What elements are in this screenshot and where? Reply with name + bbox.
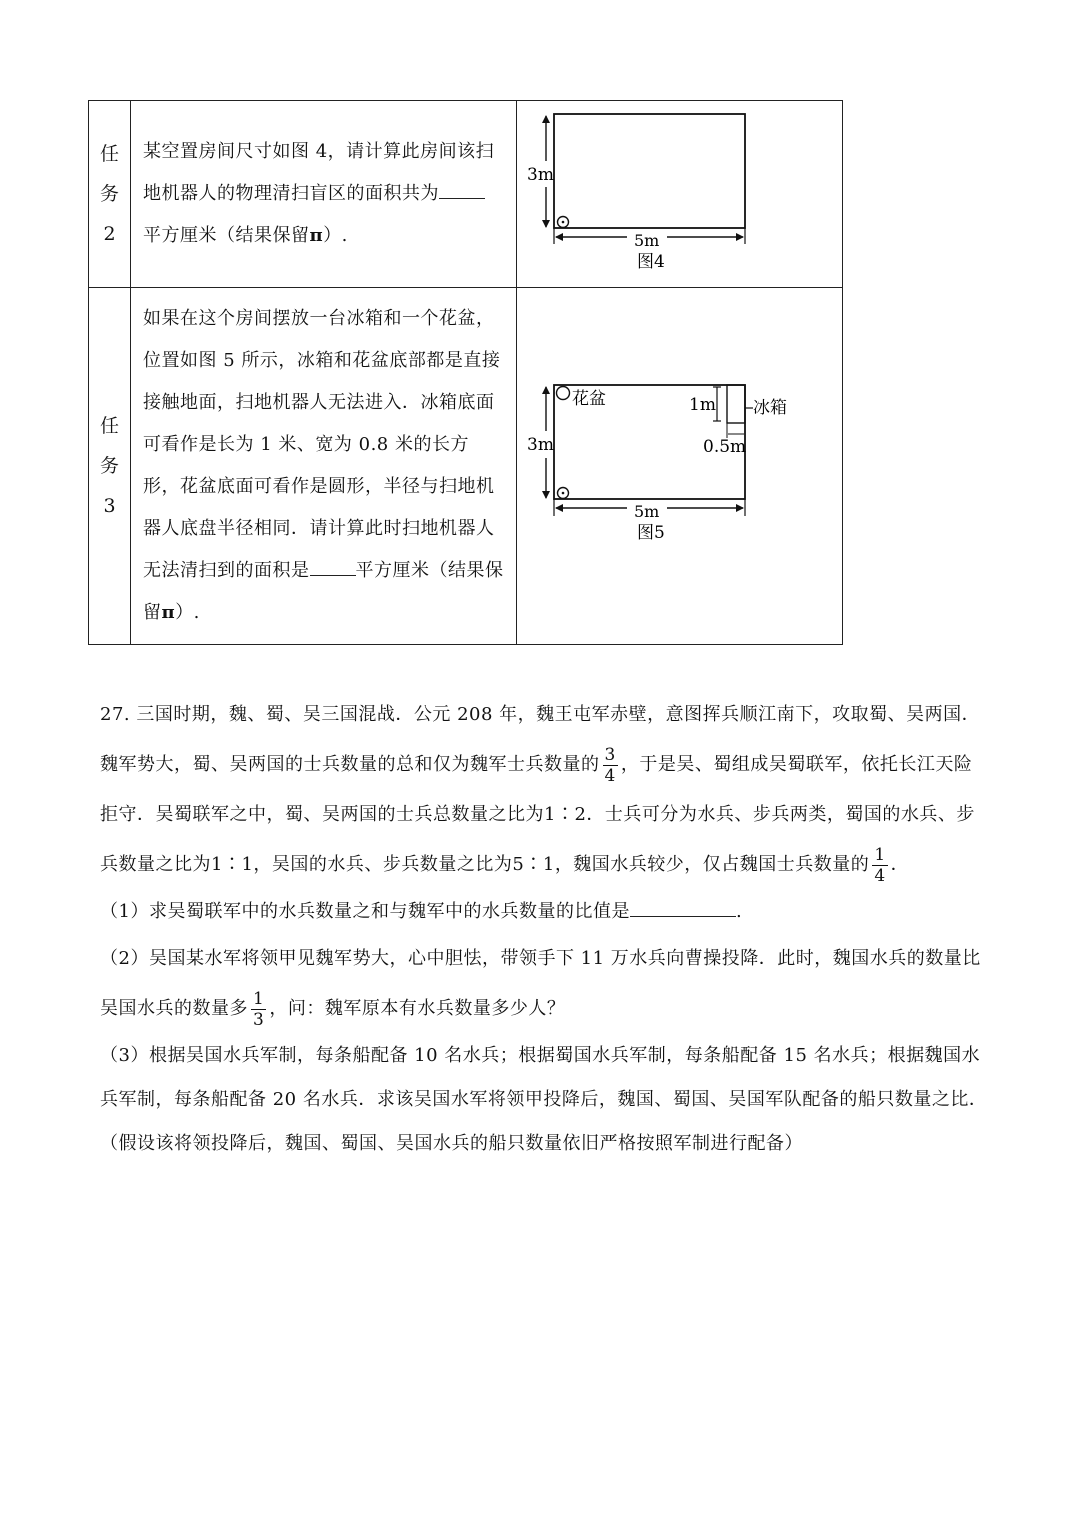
- fraction-denominator: 4: [874, 865, 886, 886]
- figure4-cell: [517, 101, 843, 288]
- task2-row: [89, 101, 843, 288]
- figure4-caption: 图4: [637, 252, 665, 272]
- answer-blank[interactable]: [439, 198, 485, 199]
- question-27-part-2: [100, 934, 990, 1034]
- fraction-1-3: [251, 989, 266, 1030]
- fridge-rect: [727, 385, 745, 423]
- fridge-width-label: 0.5m: [703, 437, 747, 457]
- task2-text: [131, 101, 517, 288]
- ratio: 1∶1: [211, 854, 254, 875]
- q27-part1-text: （1）求吴蜀联军中的水兵数量之和与魏军中的水兵数量的比值是: [100, 901, 630, 922]
- fraction-numerator: 3: [604, 744, 616, 765]
- q27-text: ．: [890, 854, 910, 875]
- pi-symbol: π: [309, 225, 324, 246]
- ratio: 5∶1: [512, 854, 555, 875]
- q27-part1-end: .: [735, 901, 743, 922]
- height-label: 3m: [527, 435, 554, 455]
- figure5-cell: [517, 288, 843, 645]
- task3-note: 平方厘米（结果保留: [143, 560, 504, 623]
- task2-note: 平方厘米（结果保留: [143, 225, 310, 246]
- pi-symbol: π: [161, 602, 176, 623]
- width-label: 5m: [634, 231, 660, 250]
- figure5-diagram: [517, 288, 841, 640]
- fridge-label: 冰箱: [753, 398, 787, 418]
- task3-text: [131, 288, 517, 645]
- height-label: 3m: [527, 165, 554, 185]
- question-27-part-3: [100, 1034, 990, 1166]
- q27-text: ，吴国的水兵、步兵数量之比为: [253, 854, 513, 875]
- question-27-stem: [100, 690, 990, 890]
- fraction-denominator: 3: [253, 1009, 265, 1030]
- figure5-caption: 图5: [637, 523, 665, 543]
- q27-part2-text: ，问：魏军原本有水兵数量多少人？: [269, 998, 566, 1019]
- task2-label-char: 2: [103, 223, 116, 245]
- task3-label: [89, 288, 131, 645]
- flowerpot-circle: [557, 387, 570, 400]
- task2-label-char: 任: [99, 143, 119, 165]
- q27-text: ，于是吴、蜀组成吴蜀联军，依托长江天险拒守．吴蜀联军之中，蜀、吴两国的士兵总数量之比为: [100, 754, 973, 825]
- answer-blank[interactable]: [310, 575, 356, 576]
- task3-label-char: 务: [99, 455, 119, 477]
- task3-label-char: 任: [99, 415, 119, 437]
- room-rect: [554, 114, 745, 228]
- task-table: [88, 100, 843, 645]
- fridge-length-label: 1m: [689, 395, 716, 415]
- fraction-3-4: [603, 745, 618, 786]
- task2-label-char: 务: [99, 183, 119, 205]
- q27-part2-text: （2）吴国某水军将领甲见魏军势大，心中胆怯，带领手下 11 万水兵向曹操投降．此时，魏国水兵的数量比吴国水兵的数量多: [100, 948, 981, 1019]
- fraction-numerator: 1: [253, 988, 265, 1009]
- question-27: [100, 690, 990, 1166]
- q27-text: ．士兵可分为水兵、步兵两类，蜀国的水兵、步兵数量之比为: [100, 804, 975, 875]
- fraction-denominator: 4: [604, 765, 616, 786]
- task3-end: ）.: [175, 602, 200, 623]
- task2-end: ）.: [323, 225, 348, 246]
- figure4-diagram: [517, 101, 841, 283]
- answer-blank[interactable]: [630, 916, 736, 917]
- fraction-1-4: [872, 845, 887, 886]
- fraction-numerator: 1: [874, 844, 886, 865]
- task3-question: 如果在这个房间摆放一台冰箱和一个花盆，位置如图 5 所示，冰箱和花盆底部都是直接接触地面，扫地机器人无法进入．冰箱底面可看作是长为 1 米、宽为 0.8 米的长方形，花盆底面可看作是圆形，半径与扫地机器人底盘半径相同．请计算此时扫地机器人无法清扫到的面积是: [143, 308, 501, 581]
- q27-part3-text: （3）根据吴国水兵军制，每条船配备 10 名水兵；根据蜀国水兵军制，每条船配备 15 名水兵；根据魏国水兵军制，每条船配备 20 名水兵．求该吴国水军将领甲投降后，魏国、蜀国、吴国军队配备的船只数量之比．（假设该将领投降后，魏国、蜀国、吴国水兵的船只数量依旧严格按照军制进行配备）: [100, 1045, 988, 1154]
- task3-label-char: 3: [103, 495, 116, 517]
- q27-text: 27. 三国时期，魏、蜀、吴三国混战．公元 208 年，魏王屯军赤壁，意图挥兵顺江南下，攻取蜀、吴两国．魏军势大，蜀、吴两国的士兵数量的总和仅为魏军士兵数量的: [100, 704, 981, 775]
- task2-label: [89, 101, 131, 288]
- task2-question: 某空置房间尺寸如图 4，请计算此房间该扫地机器人的物理清扫盲区的面积共为: [143, 141, 495, 204]
- task3-row: [89, 288, 843, 645]
- flowerpot-label: 花盆: [572, 389, 606, 409]
- ratio: 1∶2: [544, 804, 587, 825]
- q27-text: ，魏国水兵较少，仅占魏国士兵数量的: [554, 854, 870, 875]
- question-27-part-1: [100, 890, 990, 934]
- width-label: 5m: [634, 502, 660, 521]
